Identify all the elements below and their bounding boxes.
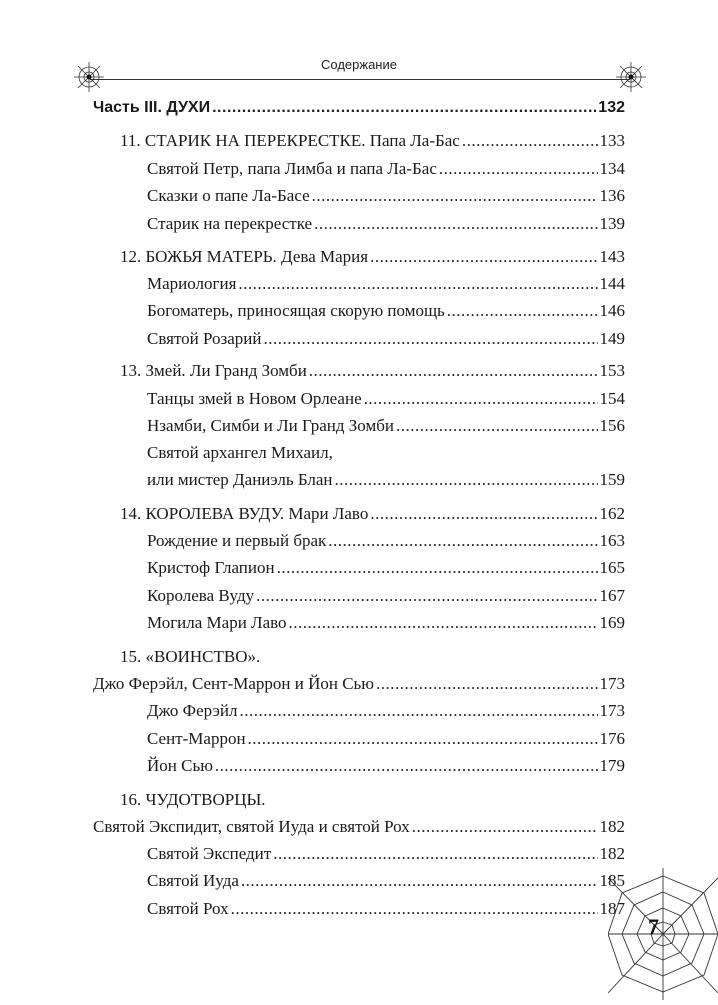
toc-entry-label: Нзамби, Симби и Ли Гранд Зомби	[147, 416, 394, 435]
leader-dots	[239, 699, 597, 723]
leader-dots	[289, 611, 598, 635]
toc-entry-page: 182	[599, 817, 625, 836]
toc-entry-label: Рождение и первый брак	[147, 531, 327, 550]
chapter-heading: 16. ЧУДОТВОРЦЫ.	[120, 790, 266, 809]
toc-entry	[120, 359, 625, 383]
toc-entry-label: Джо Ферэйл	[147, 701, 238, 720]
leader-dots	[364, 387, 598, 411]
toc-entry-page: 153	[599, 361, 625, 380]
leader-dots	[256, 584, 597, 608]
toc-entry-label: 11. СТАРИК НА ПЕРЕКРЕСТКЕ. Папа Ла-Бас	[120, 131, 460, 150]
toc-entry	[147, 184, 625, 208]
toc-entry-page: 156	[599, 416, 625, 435]
toc-entry	[120, 502, 625, 526]
leader-dots	[370, 245, 597, 269]
toc-entry	[147, 584, 625, 608]
toc-entry	[120, 245, 625, 269]
leader-dots	[370, 502, 597, 526]
leader-dots	[231, 897, 598, 921]
toc-entry-label: Могила Мари Лаво	[147, 613, 287, 632]
toc-entry-label: Богоматерь, приносящая скорую помощь	[147, 301, 445, 320]
leader-dots	[412, 815, 598, 839]
leader-dots	[376, 672, 598, 696]
toc-entry-label: Джо Ферэйл, Сент-Маррон и Йон Сью	[93, 674, 374, 693]
toc-entry	[93, 815, 625, 839]
toc-entry-label: Сент-Маррон	[147, 729, 246, 748]
leader-dots	[264, 327, 598, 351]
toc-entry-page: 154	[599, 389, 625, 408]
leader-dots	[273, 842, 597, 866]
toc-entry-label: Святой Петр, папа Лимба и папа Ла-Бас	[147, 159, 437, 178]
toc-entry-page: 185	[599, 871, 625, 890]
toc-entry-label: 12. БОЖЬЯ МАТЕРЬ. Дева Мария	[120, 247, 369, 266]
toc-entry-page: 139	[599, 214, 625, 233]
leader-dots	[314, 212, 597, 236]
toc-entry	[147, 414, 625, 438]
toc-entry	[147, 699, 625, 723]
toc-entry-page: 146	[599, 301, 625, 320]
toc-entry-page: 173	[599, 674, 625, 693]
toc-entry-page: 144	[599, 274, 625, 293]
leader-dots	[215, 754, 598, 778]
toc-entry-page: 162	[599, 504, 625, 523]
toc-entry-page: 159	[599, 470, 625, 489]
toc-entry-page: 179	[599, 756, 625, 775]
toc-entry-label: Святой Экспедит	[147, 844, 272, 863]
toc-entry	[147, 387, 625, 411]
toc-entry-page: 149	[599, 329, 625, 348]
toc-entry-label-line1: Святой архангел Михаил,	[147, 443, 333, 462]
toc-entry-label: 13. Змей. Ли Гранд Зомби	[120, 361, 307, 380]
header-title: Содержание	[321, 57, 397, 72]
leader-dots	[277, 556, 598, 580]
leader-dots	[462, 129, 598, 153]
toc-entry-page: 165	[599, 558, 625, 577]
spider-web-icon-right	[616, 62, 646, 92]
part-label: Часть III. ДУХИ	[93, 99, 211, 116]
toc-entry-label: Йон Сью	[147, 756, 213, 775]
toc-entry	[147, 157, 625, 181]
leader-dots	[309, 359, 598, 383]
leader-dots	[328, 529, 597, 553]
header-divider	[90, 79, 630, 80]
toc-entry-page: 173	[599, 701, 625, 720]
toc-entry	[147, 897, 625, 921]
toc-entry-label: Святой Рох	[147, 899, 229, 918]
page-number: 7	[648, 914, 659, 939]
toc-entry-label: 14. КОРОЛЕВА ВУДУ. Мари Лаво	[120, 504, 369, 523]
toc-entry-label: Старик на перекрестке	[147, 214, 313, 233]
toc-entry-label: Святой Иуда	[147, 871, 239, 890]
leader-dots	[238, 272, 597, 296]
toc-entry-label: Святой Розарий	[147, 329, 262, 348]
leader-dots	[241, 869, 598, 893]
toc-entry-label: Сказки о папе Ла-Басе	[147, 186, 310, 205]
toc-entry-page: 133	[599, 131, 625, 150]
toc-entry	[147, 842, 625, 866]
toc-entry-page: 167	[599, 586, 625, 605]
toc-entry	[147, 869, 625, 893]
leader-dots	[439, 157, 598, 181]
toc-entry-page: 134	[599, 159, 625, 178]
leader-dots	[396, 414, 598, 438]
toc-entry	[147, 754, 625, 778]
toc-entry	[147, 272, 625, 296]
toc-entry-page: 182	[599, 844, 625, 863]
toc-entry-page: 136	[599, 186, 625, 205]
toc-entry	[147, 611, 625, 635]
toc-entry-page: 176	[599, 729, 625, 748]
toc-entry	[93, 672, 625, 696]
leader-dots	[212, 96, 596, 120]
toc-entry	[147, 727, 625, 751]
leader-dots	[335, 468, 598, 492]
toc-entry	[147, 299, 625, 323]
toc-entry	[147, 529, 625, 553]
toc-entry	[147, 327, 625, 351]
toc-entry-page: 143	[599, 247, 625, 266]
chapter-heading: 15. «ВОИНСТВО».	[120, 647, 261, 666]
toc-entry	[120, 129, 625, 153]
toc-entry-label: Королева Вуду	[147, 586, 255, 605]
part-page: 132	[598, 99, 625, 116]
toc-entry-page: 163	[599, 531, 625, 550]
toc-entry-label: или мистер Даниэль Блан	[147, 470, 333, 489]
leader-dots	[447, 299, 598, 323]
part-heading	[93, 96, 625, 120]
toc-entry	[147, 556, 625, 580]
leader-dots	[248, 727, 598, 751]
toc-entry-label: Кристоф Глапион	[147, 558, 275, 577]
spider-web-corner-icon	[608, 868, 718, 1005]
toc-entry-label: Святой Экспидит, святой Иуда и святой Рох	[93, 817, 410, 836]
toc-entry-label: Мариология	[147, 274, 237, 293]
leader-dots	[312, 184, 598, 208]
toc-entry	[147, 468, 625, 492]
toc-entry-page: 187	[599, 899, 625, 918]
toc-entry-page: 169	[599, 613, 625, 632]
toc-entry	[147, 212, 625, 236]
toc-entry-label: Танцы змей в Новом Орлеане	[147, 389, 362, 408]
